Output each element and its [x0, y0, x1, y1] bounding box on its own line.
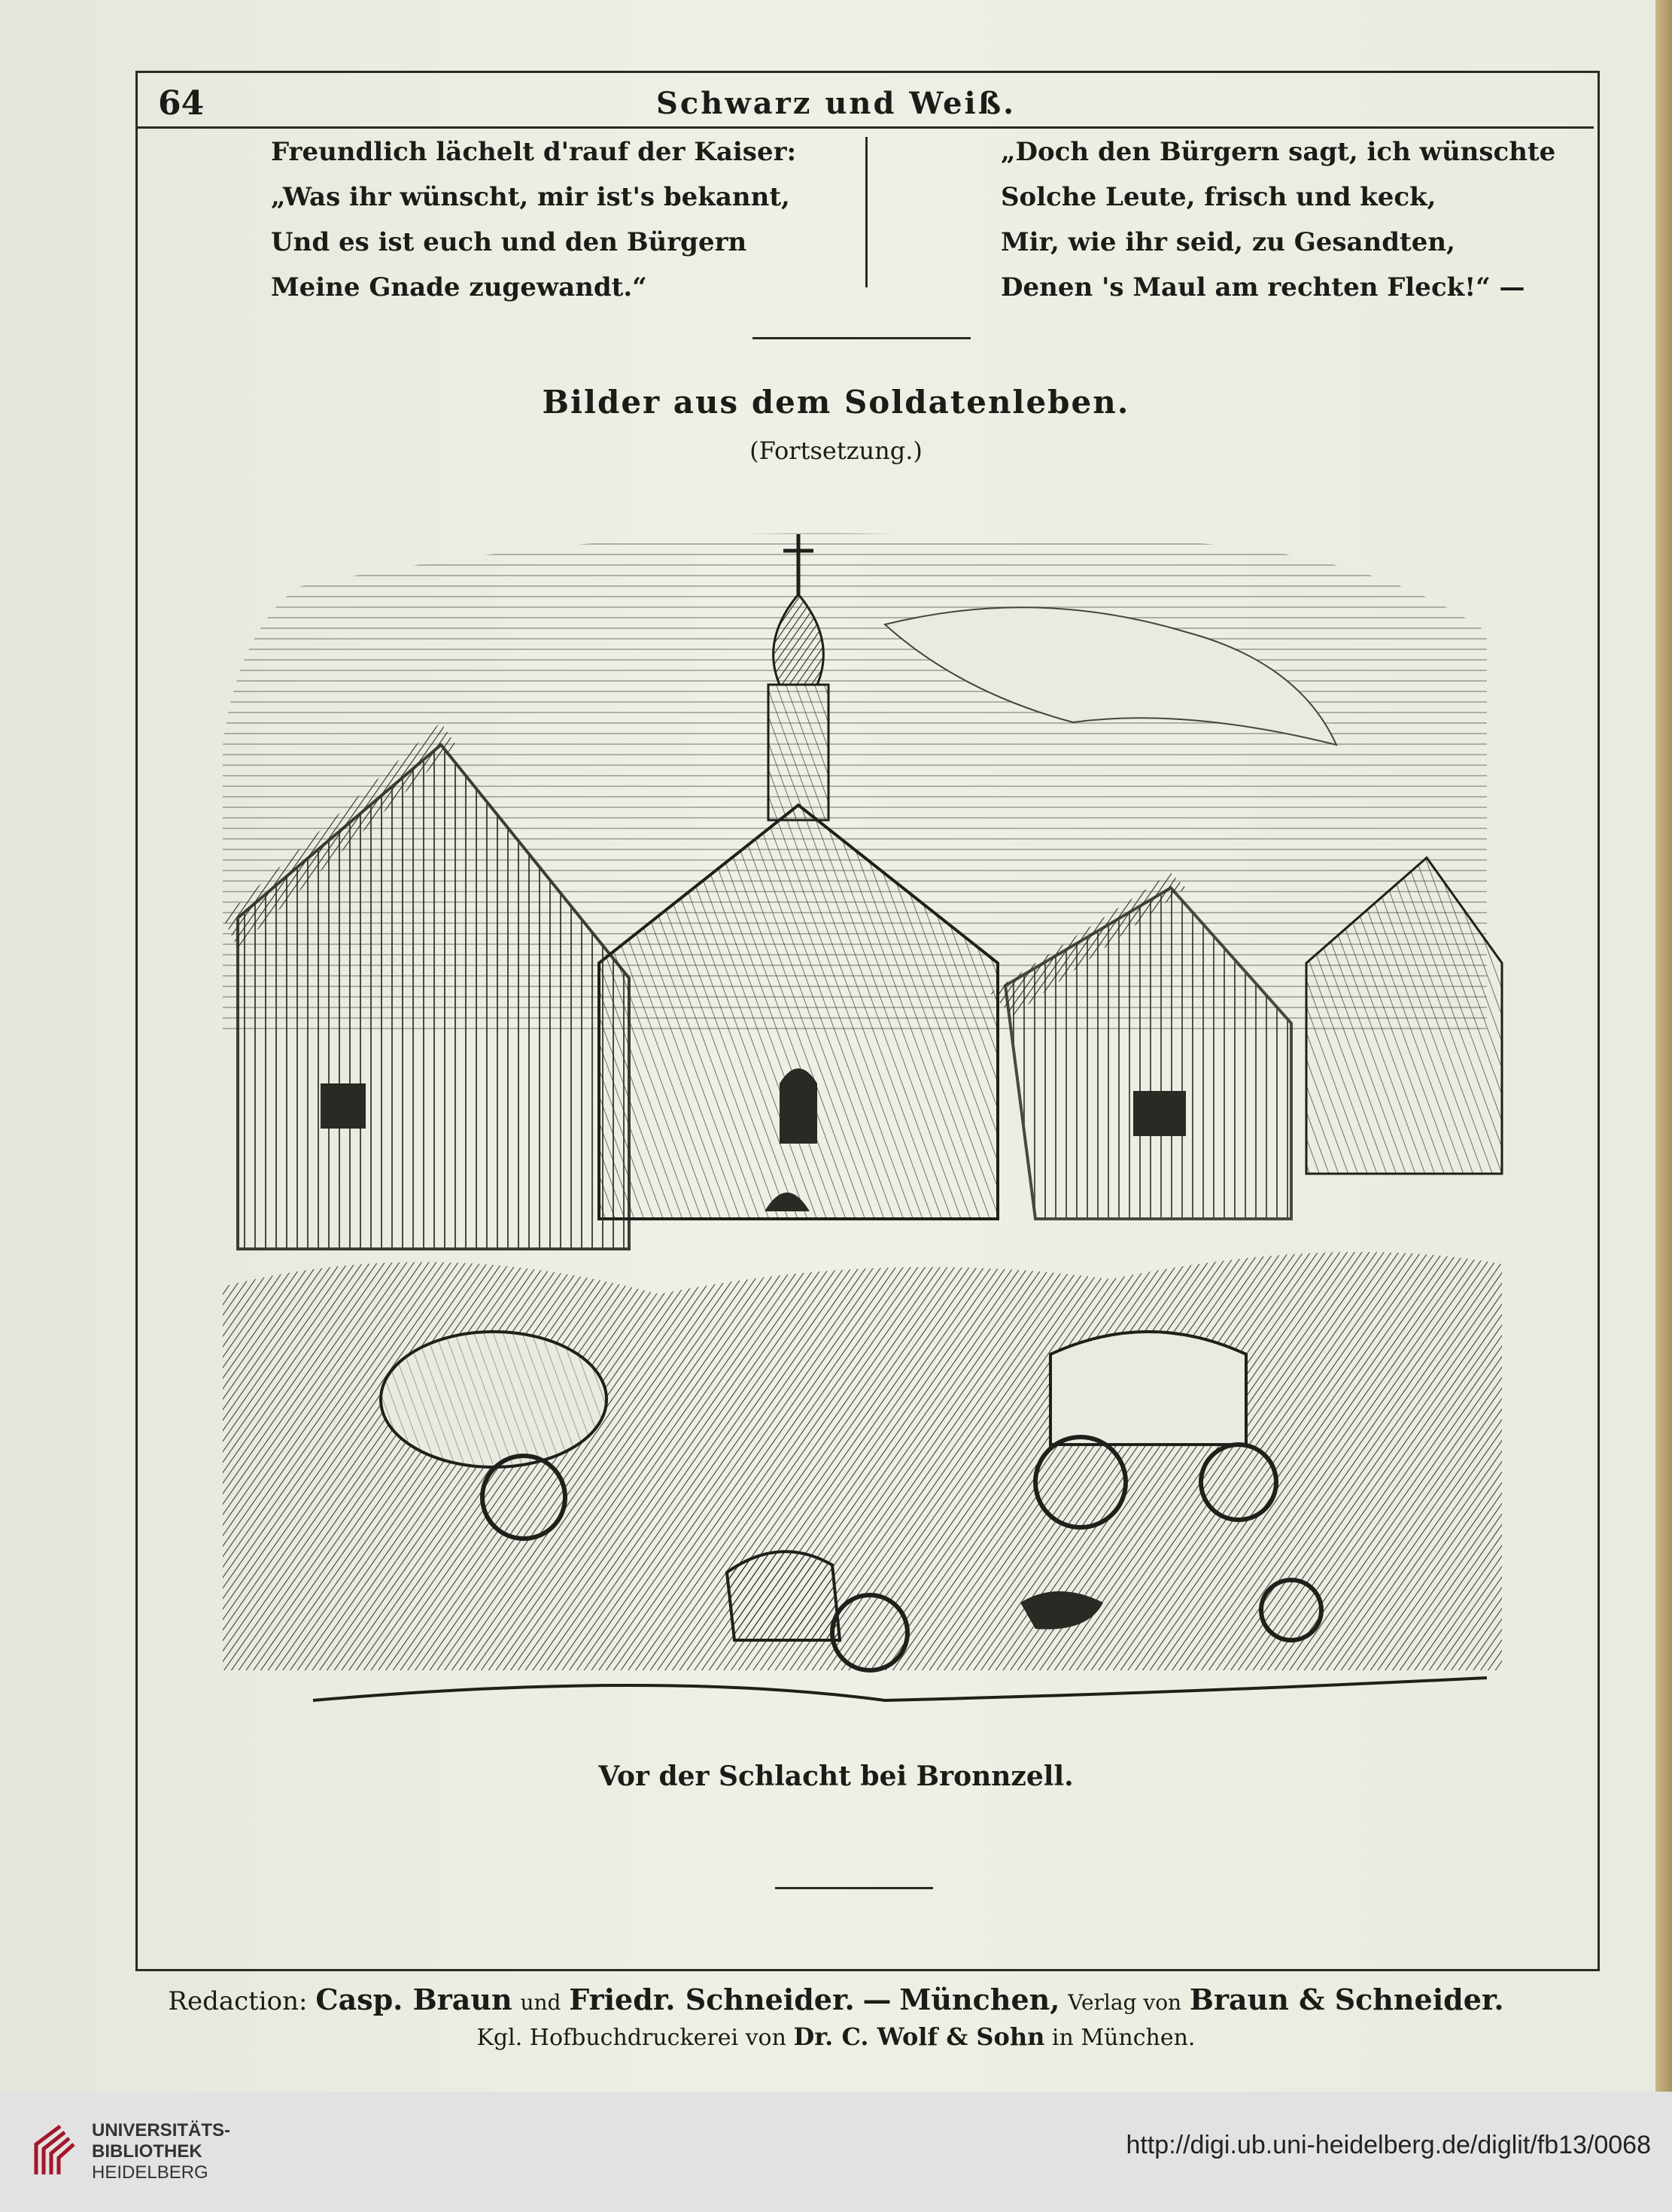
library-name-line1: UNIVERSITÄTS- — [92, 2120, 231, 2141]
footer-city: München, — [899, 1983, 1060, 2016]
header-rule — [137, 126, 1594, 129]
footer-publisher: Braun & Schneider. — [1189, 1983, 1504, 2016]
footer-printer: Dr. C. Wolf & Sohn — [793, 2022, 1045, 2051]
library-name — [92, 2120, 230, 2183]
poem-line: Solche Leute, frisch und keck, — [1001, 182, 1436, 212]
library-logo-icon — [30, 2122, 78, 2179]
footer-editor2: Friedr. Schneider. — [569, 1983, 855, 2016]
engraving-crowd-and-wagons — [223, 1252, 1502, 1670]
poem-line: Mir, wie ihr seid, zu Gesandten, — [1001, 227, 1455, 257]
column-divider — [865, 137, 868, 287]
footer-verlag: Verlag von — [1068, 1990, 1182, 2015]
footer-printer-prefix: Kgl. Hofbuchdruckerei von — [476, 2025, 786, 2051]
illustration-caption: Vor der Schlacht bei Bronnzell. — [598, 1761, 1074, 1792]
footer-editor1: Casp. Braun — [315, 1983, 512, 2016]
poem-line: Meine Gnade zugewandt.“ — [271, 272, 647, 302]
poem-line: „Doch den Bürgern sagt, ich wünschte — [1001, 137, 1556, 167]
running-head: Schwarz und Weiß. — [655, 86, 1017, 121]
poem-left-column — [271, 129, 796, 310]
engraving-illustration — [208, 497, 1517, 1746]
poem-line: Denen 's Maul am rechten Fleck!“ — — [1001, 272, 1525, 302]
poem-line: Und es ist euch und den Bürgern — [271, 227, 747, 257]
page-number: 64 — [158, 84, 205, 123]
library-name-line3: HEIDELBERG — [92, 2162, 208, 2183]
library-name-line2: BIBLIOTHEK — [92, 2141, 202, 2162]
poem-right-column — [1001, 129, 1555, 310]
footer-redaction-label: Redaction: — [168, 1986, 308, 2016]
footer-dash: — — [862, 1983, 892, 2016]
footer-und: und — [520, 1990, 561, 2015]
section-title: Bilder aus dem Soldatenleben. — [542, 384, 1130, 421]
footer-redaction-line — [0, 1983, 1672, 2016]
section-separator-rule — [752, 337, 971, 339]
footer-printer-line — [0, 2022, 1672, 2051]
footer-printer-suffix: in München. — [1051, 2025, 1196, 2051]
caption-rule — [775, 1887, 933, 1889]
section-subtitle: (Fortsetzung.) — [749, 436, 923, 465]
poem-line: Freundlich lächelt d'rauf der Kaiser: — [271, 137, 797, 167]
source-url-link[interactable]: http://digi.ub.uni-heidelberg.de/diglit/fb13/0068 — [1126, 2131, 1651, 2159]
poem-line: „Was ihr wünscht, mir ist's bekannt, — [271, 182, 790, 212]
